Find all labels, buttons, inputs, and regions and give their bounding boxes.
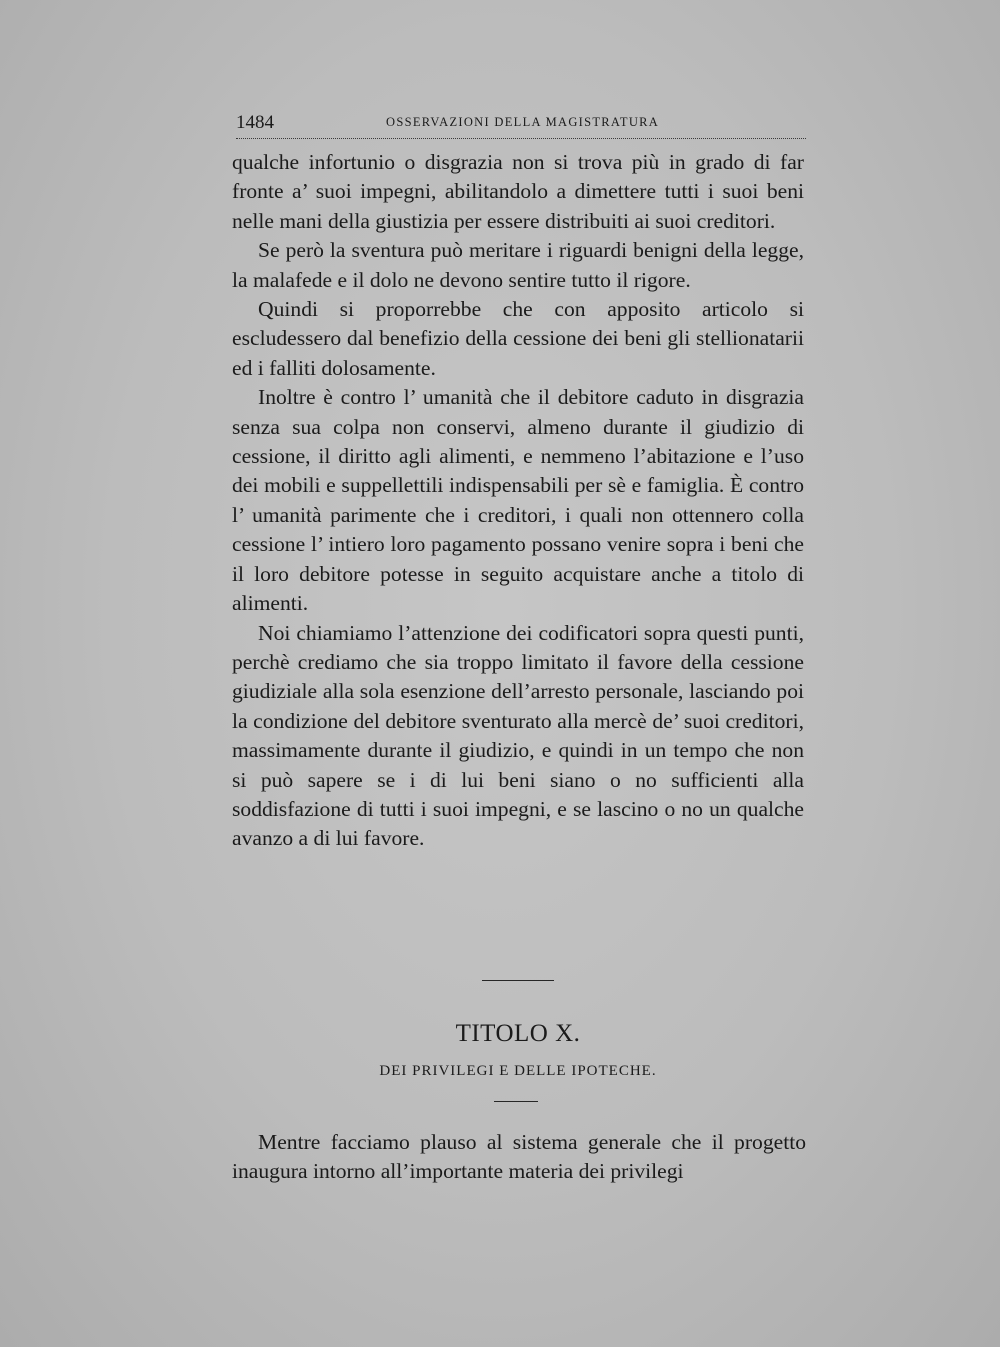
paragraph-5: Noi chiamiamo l’attenzione dei codificatori sopra questi punti, perchè crediamo che sia troppo limitato il favore della cessione giudiziale alla sola esenzione dell’arresto personale, lasciando poi la condizione del debitore sventurato alla mercè de’ suoi creditori, massimamente durante il giudizio, e quindi in un tempo che non si può sapere se i di lui beni siano o no sufficienti alla soddisfazione di tutti i suoi impegni, e se lascino o no un qualche avanzo a di lui favore. [232, 620, 804, 851]
running-header [236, 112, 806, 139]
paragraph-1: qualche infortunio o disgrazia non si trova più in grado di far fronte a’ suoi impegni, abilitandolo a dimettere tutti i suoi beni nelle mani della giustizia per essere distribuiti ai suoi creditori. [232, 150, 804, 233]
paragraph-2: Se però la sventura può meritare i riguardi benigni della legge, la malafede e il dolo ne devono sentire tutto il rigore. [232, 238, 804, 292]
section-title: TITOLO X. [455, 1020, 581, 1047]
section-divider [482, 980, 554, 981]
section-subtitle: DEI PRIVILEGI E DELLE IPOTECHE. [379, 1063, 657, 1079]
running-title: OSSERVAZIONI DELLA MAGISTRATURA [386, 115, 660, 129]
paragraph-4: Inoltre è contro l’ umanità che il debitore caduto in disgrazia senza sua colpa non conservi, almeno durante il giudizio di cessione, il diritto agli alimenti, e nemmeno l’abitazione e l’uso dei mobili e suppellettili indispensabili per sè e famiglia. È contro l’ umanità parimente che i creditori, i quali non ottennero colla cessione l’ intiero loro pagamento possano venire sopra i beni che il loro debitore potesse in seguito acquistare anche a titolo di alimenti. [232, 385, 804, 616]
section-body-text [232, 1128, 806, 1187]
section-paragraph-1: Mentre facciamo plauso al sistema generale che il progetto inaugura intorno all’importante materia dei privilegi [232, 1130, 806, 1184]
paragraph-3: Quindi si proporrebbe che con apposito articolo si escludessero dal benefizio della cessione dei beni gli stellionatarii ed i falliti dolosamente. [232, 297, 804, 380]
subtitle-divider [494, 1101, 538, 1102]
body-text [232, 148, 804, 854]
page-number: 1484 [236, 112, 274, 133]
